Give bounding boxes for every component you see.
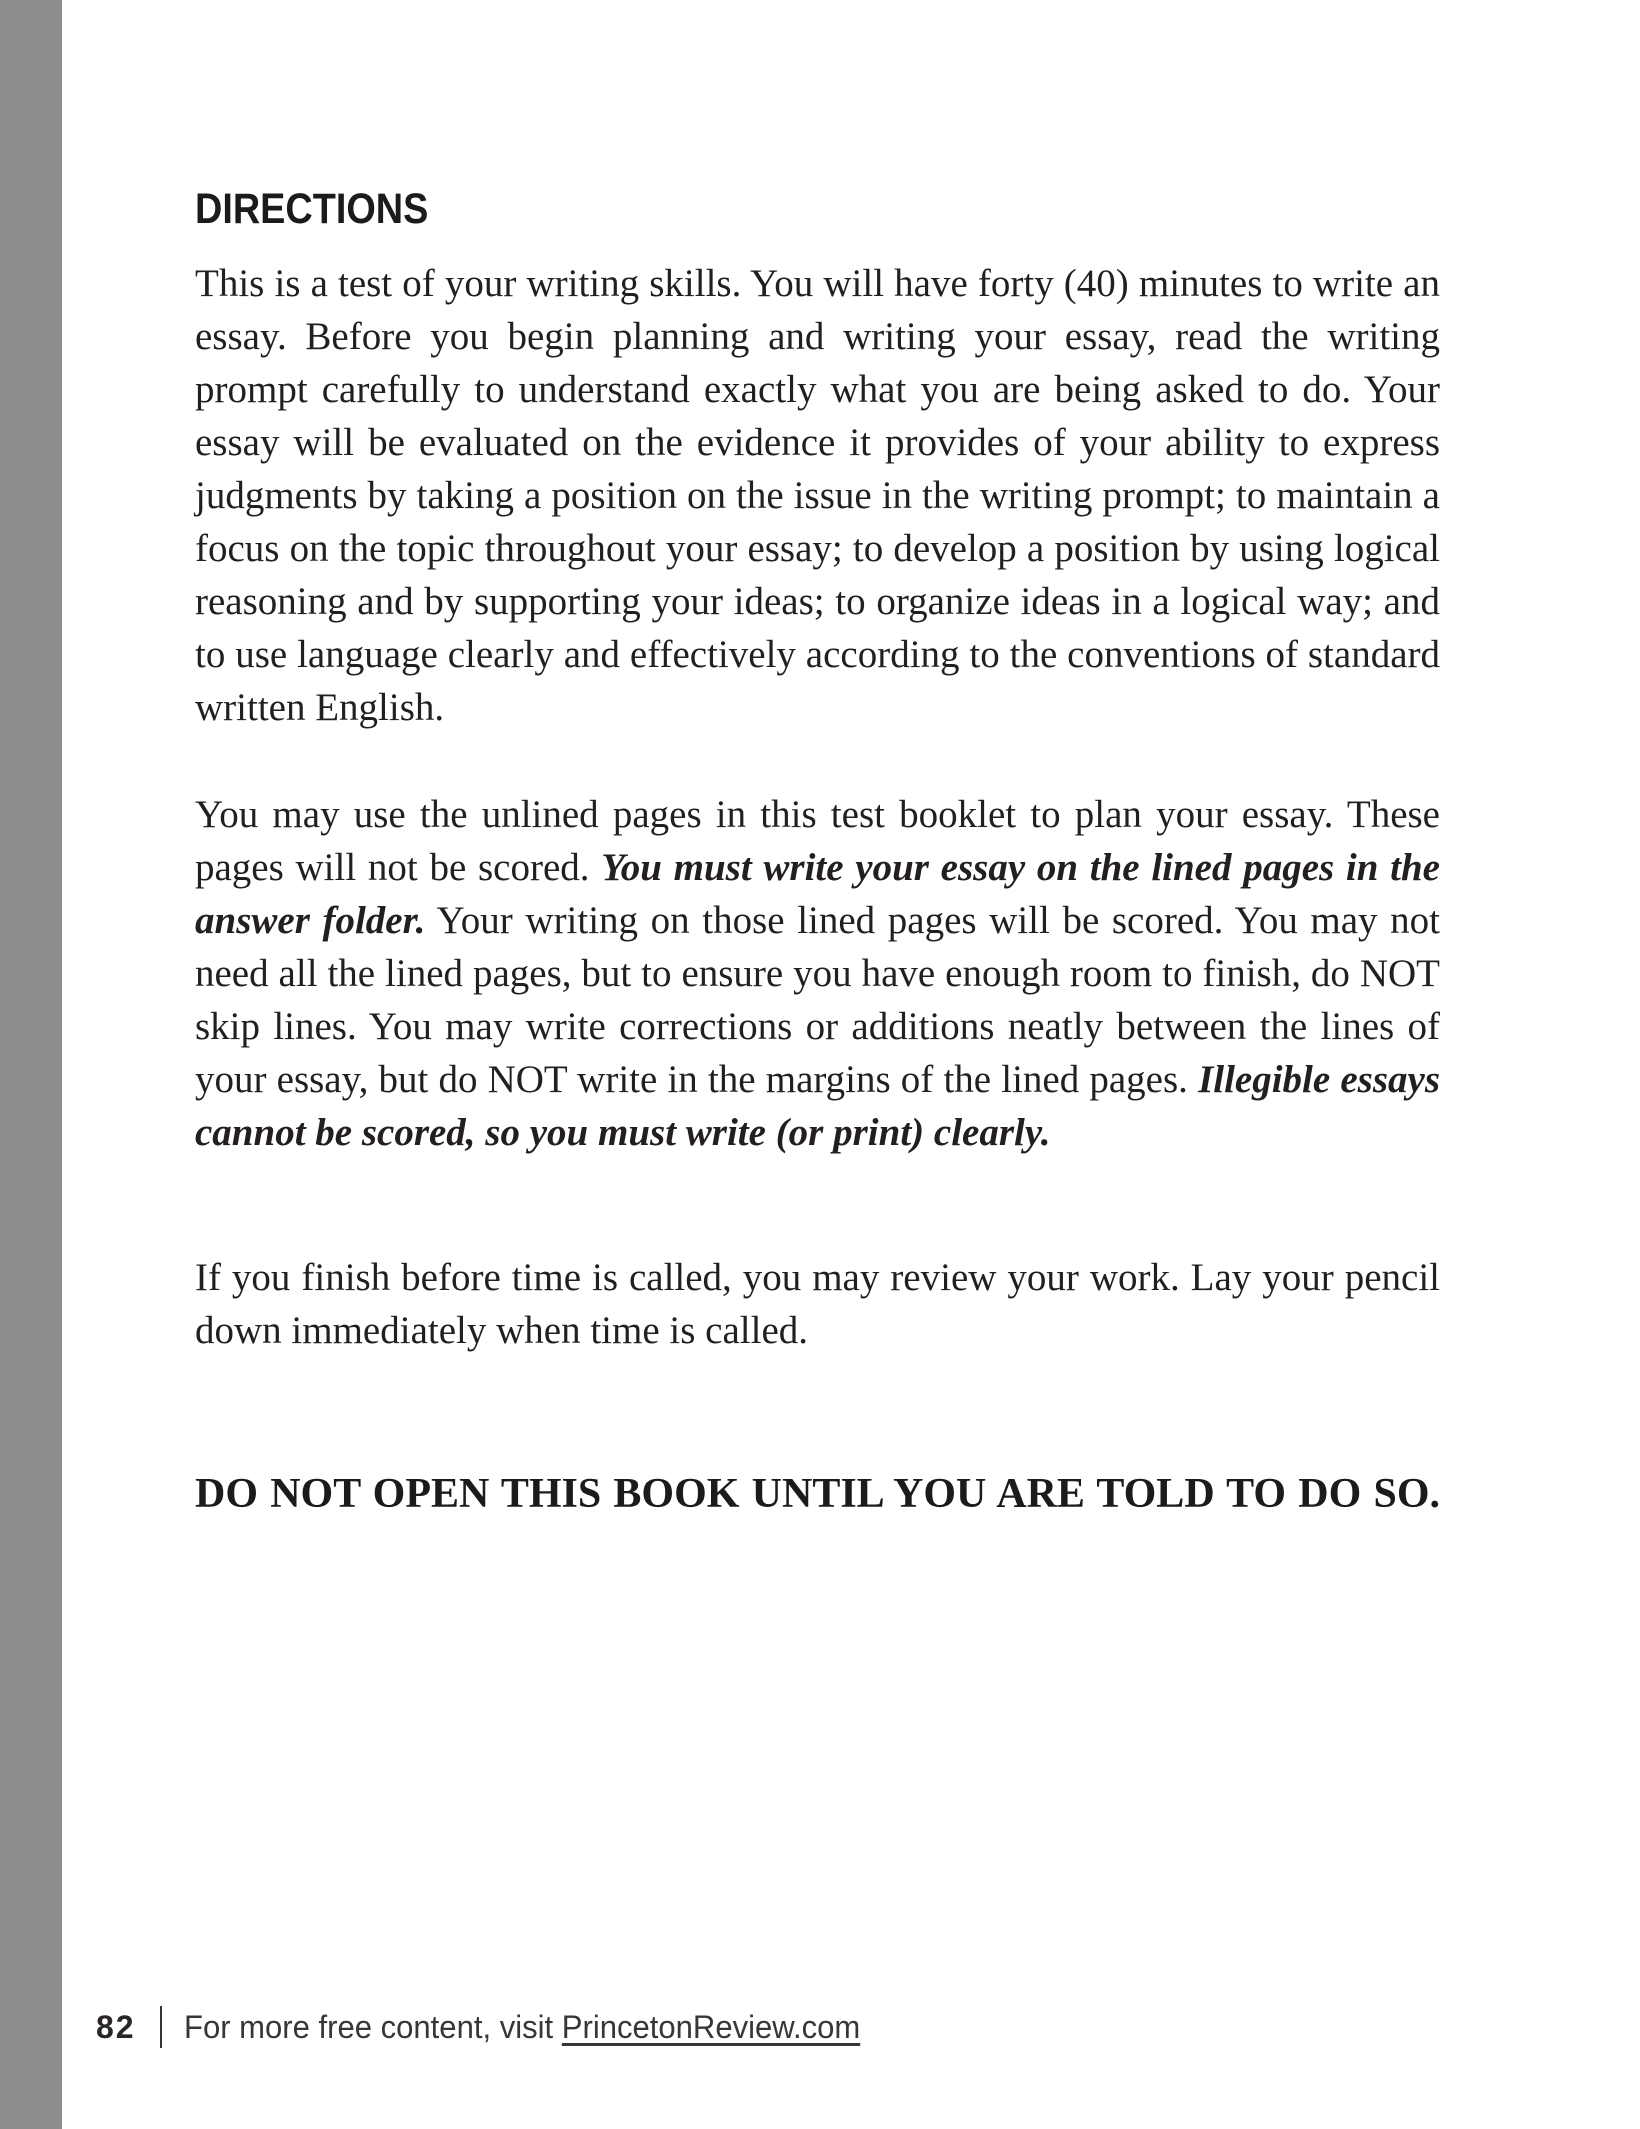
directions-paragraph — [195, 257, 1440, 734]
directions-page — [195, 0, 1440, 1519]
paragraph-text: This is a test of your writing skills. You will have forty (40) minutes to write an essay. Before you begin planning and writing your essay, read the writing prompt carefully to understand exactly what you are being asked to do. Your essay will be evaluated on the evidence it provides of your ability to express judgments by taking a position on the issue in the writing prompt; to maintain a focus on the topic throughout your essay; to develop a position by using logical reasoning and by supporting your ideas; to organize ideas in a logical way; and to use language clearly and effectively according to the conventions of standard written English. — [195, 262, 1440, 729]
directions-heading: DIRECTIONS — [195, 185, 429, 233]
do-not-open-warning: DO NOT OPEN THIS BOOK UNTIL YOU ARE TOLD TO DO SO. — [195, 1471, 1440, 1517]
directions-paragraph — [195, 1251, 1440, 1357]
paragraph-text: You may use the unlined pages in this test booklet to plan your essay. These pages will not be scored. — [195, 793, 1440, 889]
page-edge-bar — [0, 0, 62, 2129]
footer-text — [184, 2009, 860, 2046]
page-footer — [96, 2006, 881, 2048]
emphasized-text: Illegible essays cannot be scored, so you must write (or print) clearly. — [195, 1058, 1440, 1154]
princeton-review-link[interactable]: PrincetonReview.com — [561, 2008, 860, 2045]
page-number: 82 — [96, 2008, 136, 2045]
emphasized-text: You must write your essay on the lined pages in the answer folder. — [195, 846, 1440, 942]
footer-divider — [160, 2006, 162, 2048]
paragraph-text: Your writing on those lined pages will be scored. You may not need all the lined pages, but to ensure you have enough room to finish, do NOT skip lines. You may write corrections or additions neatly between the lines of your essay, but do NOT write in the margins of the lined pages. — [195, 899, 1441, 1101]
directions-paragraph — [195, 788, 1440, 1159]
directions-paragraphs — [195, 257, 1440, 1357]
footer-text-prefix: For more free content, visit — [183, 2008, 562, 2045]
paragraph-text: If you finish before time is called, you may review your work. Lay your pencil down immediately when time is called. — [195, 1256, 1440, 1352]
